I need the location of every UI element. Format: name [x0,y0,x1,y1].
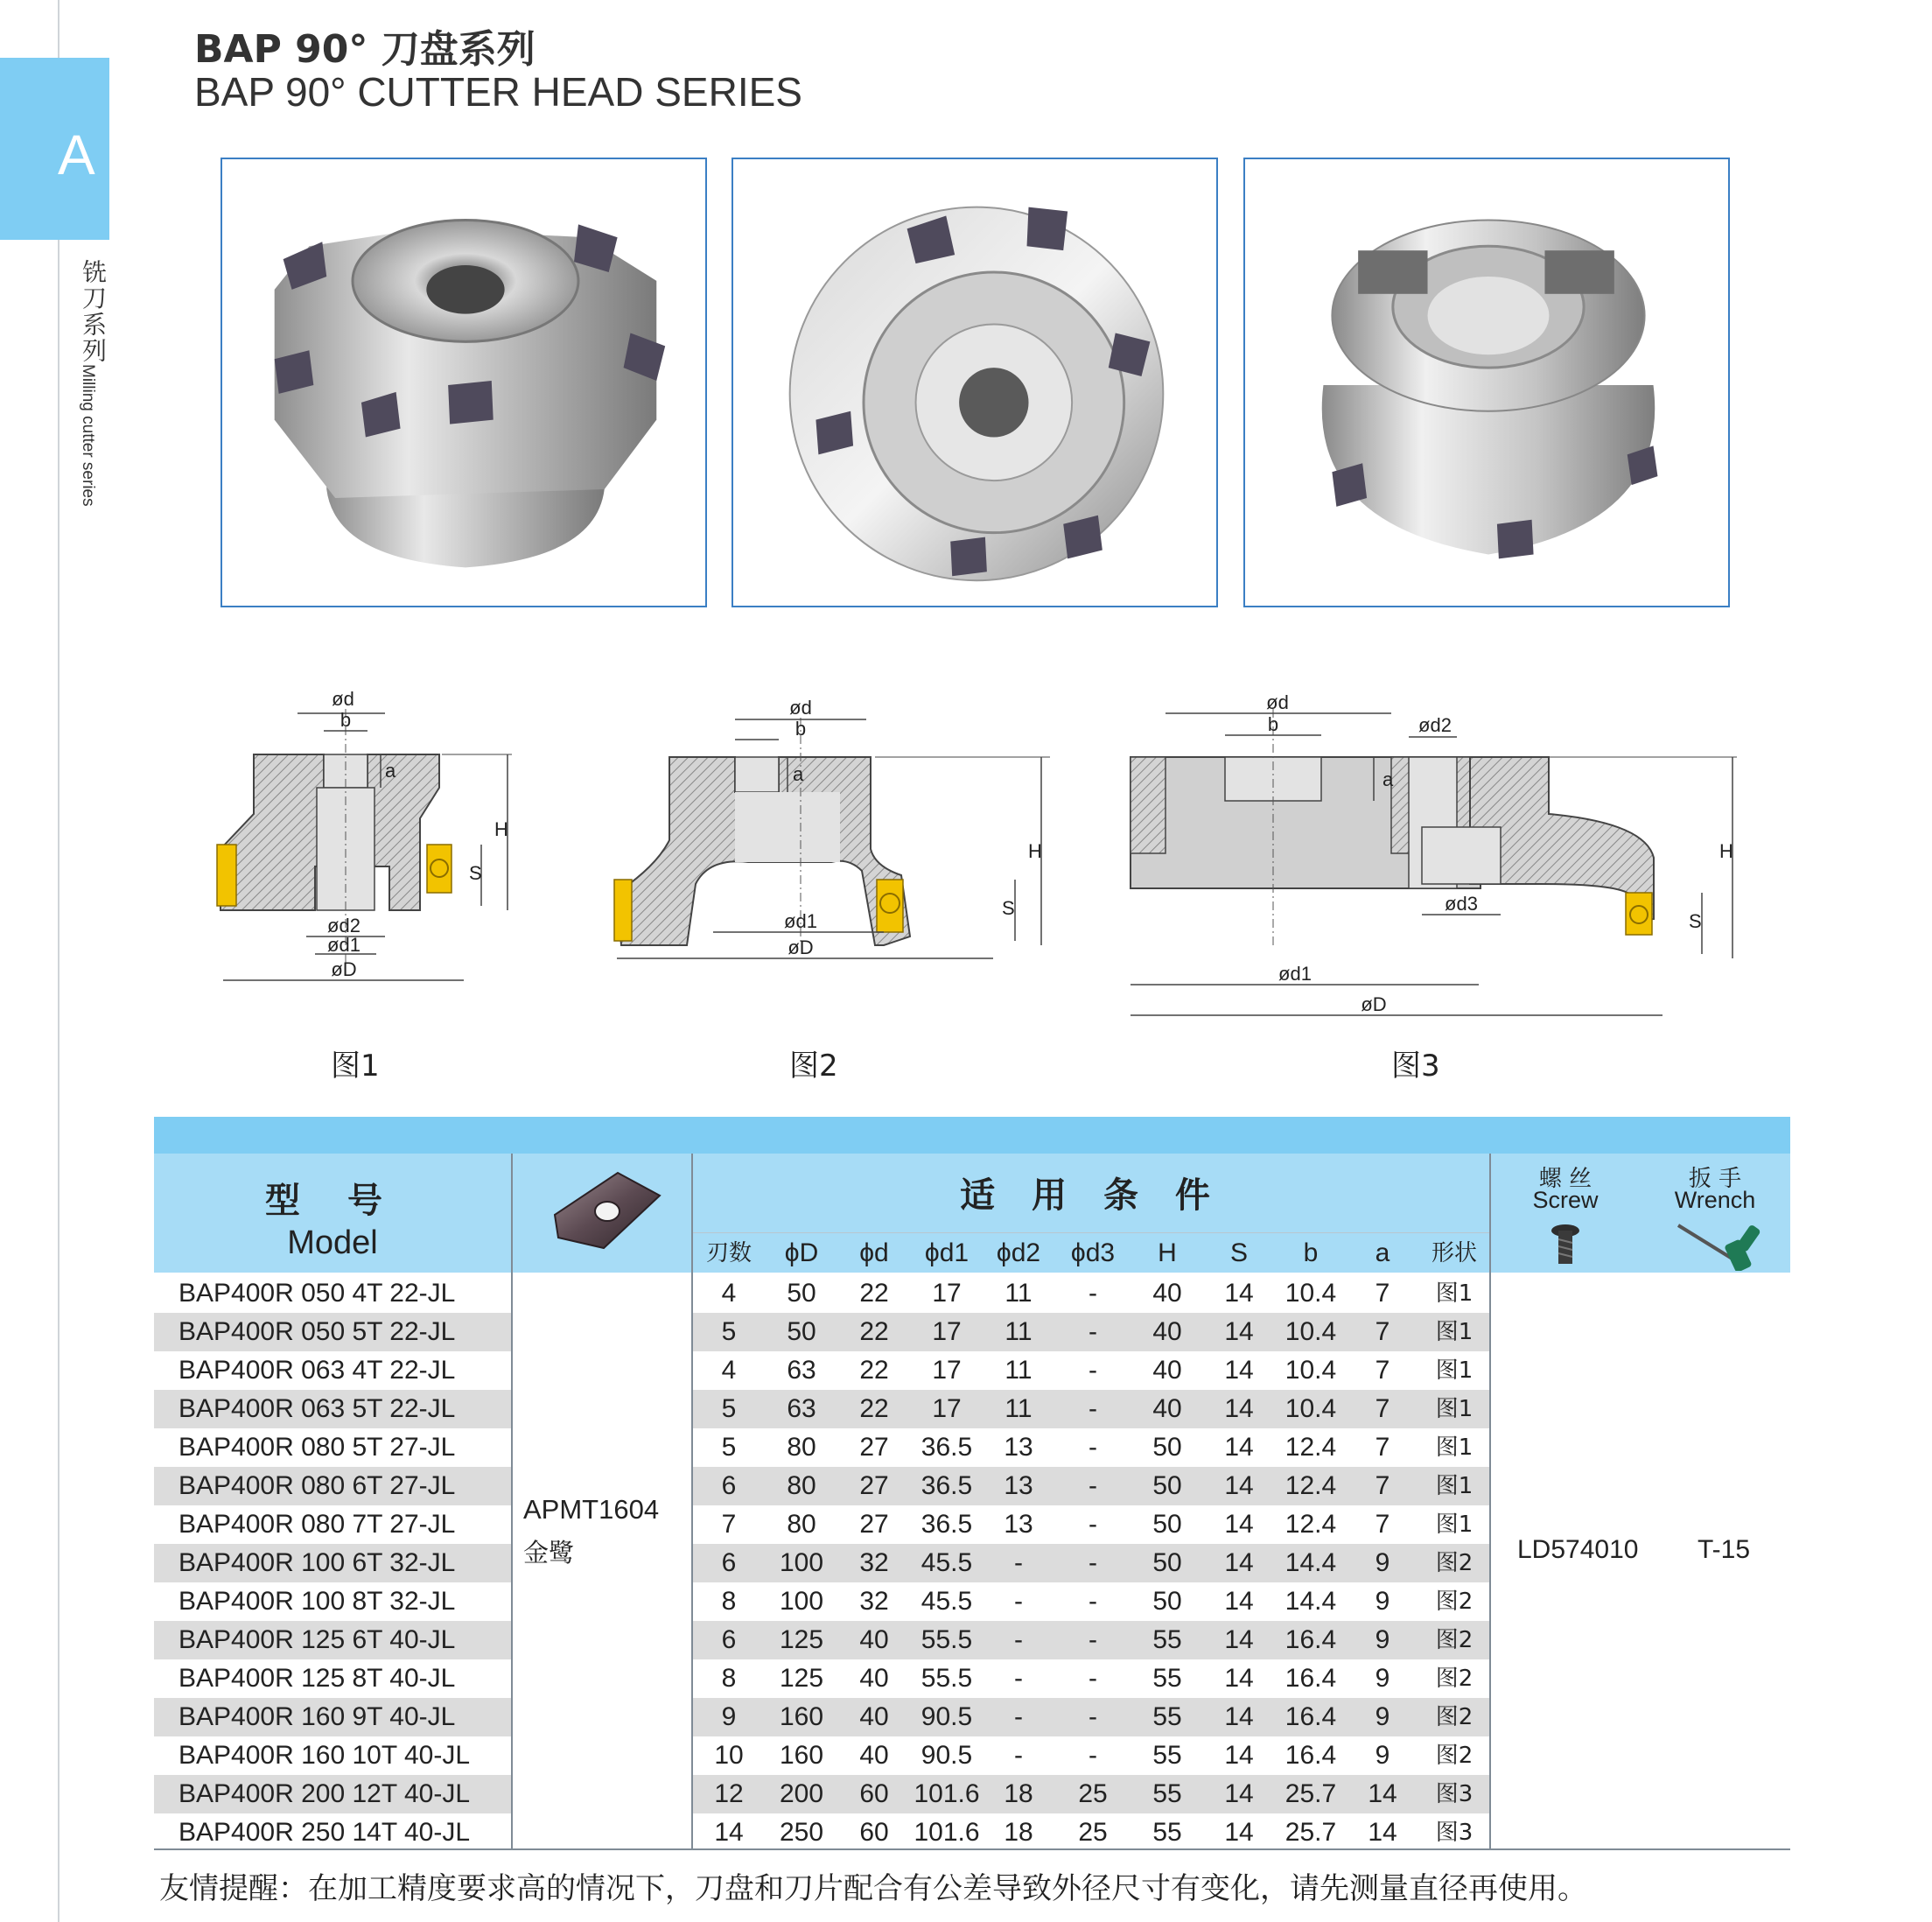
value-cell: 125 [779,1625,824,1654]
value-cell: 200 [779,1779,824,1808]
value-cell: 60 [859,1779,889,1808]
value-cell: - [1088,1433,1097,1462]
table-row [154,1813,1790,1852]
value-cell: 14 [1224,1433,1254,1462]
figure-label-2: 图2 [789,1049,838,1084]
value-cell: 11 [1004,1356,1032,1385]
wrench-value: T-15 [1698,1535,1751,1564]
value-cell: 32 [859,1548,889,1577]
value-cell: 10.4 [1284,1317,1337,1346]
value-cell: 125 [779,1664,824,1693]
value-cell: 10.4 [1284,1279,1337,1308]
fig2-b: b [794,718,807,740]
value-cell: 14 [1224,1779,1254,1808]
vertical-category-en: Milling cutter series [79,364,97,507]
model-cell: BAP400R 250 14T 40-JL [178,1818,471,1847]
value-cell: 22 [859,1394,889,1423]
fig1-od1: ød1 [327,934,360,956]
shape-cell: 图2 [1435,1743,1474,1769]
col-S: S [1229,1238,1248,1267]
value-cell: 90.5 [920,1741,973,1770]
value-cell: 16.4 [1284,1741,1337,1770]
product-photo-1 [220,158,707,607]
value-cell: 25.7 [1284,1818,1337,1847]
shape-cell: 图1 [1435,1357,1474,1384]
value-cell: 14 [1224,1587,1254,1616]
table-row [154,1390,1790,1428]
value-cell: - [1088,1510,1097,1539]
value-cell: 9 [721,1702,737,1731]
value-cell: 14 [714,1818,744,1847]
table-row [154,1351,1790,1390]
value-cell: 18 [1004,1779,1033,1808]
model-header [154,1154,511,1273]
value-cell: 14 [1224,1356,1254,1385]
model-cell: BAP400R 160 10T 40-JL [178,1741,471,1770]
value-cell: 25.7 [1284,1779,1337,1808]
screw-header-cn: 螺 丝 [1538,1166,1592,1192]
value-cell: 4 [721,1279,737,1308]
insert-header [513,1154,691,1273]
value-cell: 55 [1152,1625,1182,1654]
value-cell: 14 [1224,1818,1254,1847]
value-cell: 50 [1152,1510,1182,1539]
fig3-b: b [1267,713,1279,735]
value-cell: 12.4 [1284,1433,1337,1462]
col-d: ϕd [859,1238,889,1267]
value-cell: 12.4 [1284,1471,1337,1500]
shape-cell: 图1 [1435,1473,1474,1499]
fig2-od1: ød1 [784,910,817,932]
value-cell: 22 [859,1356,889,1385]
value-cell: - [1088,1317,1097,1346]
value-cell: 6 [721,1471,737,1500]
value-cell: 63 [787,1394,816,1423]
value-cell: 80 [787,1433,816,1462]
fig1-a: a [385,760,396,782]
fig3-s: S [1689,910,1702,932]
value-cell: 50 [1152,1548,1182,1577]
value-cell: 50 [787,1317,816,1346]
value-cell: 55 [1152,1818,1182,1847]
fig3-od: ød [1266,691,1289,713]
value-cell: - [1088,1471,1097,1500]
insert-name: APMT1604 [523,1494,660,1525]
value-cell: 25 [1078,1779,1108,1808]
table-row [154,1698,1790,1736]
fig1-s: S [469,862,482,884]
value-cell: 8 [721,1587,737,1616]
value-cell: 36.5 [920,1471,973,1500]
value-cell: 14.4 [1284,1587,1337,1616]
value-cell: 14 [1368,1779,1397,1808]
value-cell: 25 [1078,1818,1108,1847]
value-cell: 17 [932,1356,962,1385]
value-cell: 13 [1004,1510,1033,1539]
value-cell: 16.4 [1284,1625,1337,1654]
value-cell: 50 [1152,1587,1182,1616]
model-cell: BAP400R 125 8T 40-JL [178,1664,456,1693]
model-cell: BAP400R 080 5T 27-JL [178,1433,456,1462]
value-cell: - [1014,1548,1023,1577]
shape-cell: 图2 [1435,1627,1474,1653]
value-cell: 5 [721,1394,737,1423]
value-cell: 45.5 [920,1548,973,1577]
shape-cell: 图1 [1435,1319,1474,1345]
value-cell: - [1014,1625,1023,1654]
value-cell: 250 [779,1818,824,1847]
value-cell: 10.4 [1284,1394,1337,1423]
value-cell: 27 [859,1510,889,1539]
value-cell: 7 [1375,1433,1390,1462]
value-cell: - [1014,1664,1023,1693]
value-cell: 160 [779,1702,824,1731]
value-cell: 55 [1152,1741,1182,1770]
value-cell: 27 [859,1433,889,1462]
value-cell: 14 [1224,1702,1254,1731]
model-cell: BAP400R 200 12T 40-JL [178,1779,471,1808]
value-cell: 32 [859,1587,889,1616]
col-H: H [1158,1238,1177,1267]
value-cell: 5 [721,1317,737,1346]
value-cell: 7 [1375,1471,1390,1500]
value-cell: - [1088,1741,1097,1770]
value-cell: 14 [1224,1664,1254,1693]
insert-brand: 金鹭 [523,1538,575,1568]
col-d3: ϕd3 [1070,1238,1116,1267]
value-cell: 36.5 [920,1433,973,1462]
value-cell: 8 [721,1664,737,1693]
value-cell: 7 [1375,1356,1390,1385]
value-cell: - [1014,1702,1023,1731]
value-cell: 13 [1004,1433,1033,1462]
shape-cell: 图1 [1435,1280,1474,1307]
value-cell: 9 [1375,1548,1390,1577]
table-row [154,1621,1790,1659]
value-cell: 90.5 [920,1702,973,1731]
value-cell: 9 [1375,1741,1390,1770]
table-row [154,1428,1790,1467]
grid-line [1489,1154,1491,1850]
value-cell: 17 [932,1279,962,1308]
value-cell: 7 [1375,1317,1390,1346]
fig1-od2: ød2 [327,915,360,936]
value-cell: 14.4 [1284,1548,1337,1577]
model-header-cn: 型 号 [265,1181,400,1221]
value-cell: 10.4 [1284,1356,1337,1385]
fig3-h: H [1719,840,1733,862]
value-cell: 80 [787,1471,816,1500]
fig3-oD: øD [1361,993,1387,1015]
col-a: a [1375,1238,1390,1267]
value-cell: 40 [1152,1394,1182,1423]
value-cell: 100 [779,1587,824,1616]
model-cell: BAP400R 050 4T 22-JL [178,1279,456,1308]
value-cell: 11 [1004,1279,1032,1308]
value-cell: 22 [859,1279,889,1308]
value-cell: 14 [1368,1818,1397,1847]
value-cell: 14 [1224,1548,1254,1577]
table-row [154,1274,1790,1313]
fig3-od2: ød2 [1418,714,1452,736]
figure-label-1: 图1 [331,1049,380,1084]
grid-line [691,1154,693,1850]
model-cell: BAP400R 125 6T 40-JL [178,1625,456,1654]
column-header-row [693,1234,1489,1273]
value-cell: 18 [1004,1818,1033,1847]
value-cell: 6 [721,1625,737,1654]
value-cell: - [1088,1587,1097,1616]
value-cell: - [1014,1587,1023,1616]
product-photo-3 [1243,158,1730,607]
model-cell: BAP400R 063 4T 22-JL [178,1356,456,1385]
value-cell: 45.5 [920,1587,973,1616]
fig2-h: H [1028,840,1042,862]
screw-header-en: Screw [1532,1187,1599,1213]
screw-icon [1548,1224,1583,1267]
model-cell: BAP400R 100 8T 32-JL [178,1587,456,1616]
shape-cell: 图2 [1435,1589,1474,1615]
value-cell: 100 [779,1548,824,1577]
value-cell: 55 [1152,1664,1182,1693]
header-divider [693,1232,1489,1233]
value-cell: - [1088,1702,1097,1731]
value-cell: 14 [1224,1471,1254,1500]
table-bottom-line [154,1848,1790,1850]
vertical-category-cn: 铣刀系列 [79,259,108,364]
value-cell: 40 [1152,1356,1182,1385]
value-cell: 50 [1152,1433,1182,1462]
value-cell: 7 [1375,1279,1390,1308]
model-cell: BAP400R 160 9T 40-JL [178,1702,456,1731]
value-cell: 7 [1375,1394,1390,1423]
wrench-header-cn: 扳 手 [1688,1166,1742,1192]
model-cell: BAP400R 080 6T 27-JL [178,1471,456,1500]
value-cell: 160 [779,1741,824,1770]
value-cell: 40 [859,1741,889,1770]
screw-value: LD574010 [1517,1535,1639,1564]
value-cell: 17 [932,1317,962,1346]
table-row [154,1659,1790,1698]
value-cell: 7 [1375,1510,1390,1539]
drawing-fig2 [604,683,1059,980]
value-cell: 40 [859,1664,889,1693]
fig2-s: S [1002,897,1015,919]
value-cell: - [1088,1664,1097,1693]
shape-cell: 图2 [1435,1704,1474,1730]
value-cell: 5 [721,1433,737,1462]
value-cell: 101.6 [914,1779,980,1808]
grid-line [511,1154,513,1850]
fig3-od1: ød1 [1278,963,1312,985]
section-letter: A [58,123,95,186]
value-cell: - [1088,1394,1097,1423]
value-cell: 6 [721,1548,737,1577]
value-cell: 50 [787,1279,816,1308]
shape-cell: 图3 [1435,1781,1474,1807]
value-cell: 9 [1375,1587,1390,1616]
fig1-oD: øD [331,958,357,980]
shape-cell: 图2 [1435,1666,1474,1692]
drawing-fig3 [1120,674,1750,1024]
value-cell: 16.4 [1284,1664,1337,1693]
drawing-fig1 [210,674,542,998]
value-cell: 14 [1224,1394,1254,1423]
accessories-header [1491,1154,1790,1273]
value-cell: 13 [1004,1471,1033,1500]
value-cell: 7 [721,1510,737,1539]
value-cell: 10 [714,1741,744,1770]
value-cell: 40 [1152,1279,1182,1308]
shape-cell: 图2 [1435,1550,1474,1576]
fig2-od: ød [789,697,812,719]
shape-cell: 图1 [1435,1512,1474,1538]
table-row [154,1467,1790,1505]
value-cell: 27 [859,1471,889,1500]
value-cell: 9 [1375,1702,1390,1731]
value-cell: 40 [859,1625,889,1654]
shape-cell: 图3 [1435,1820,1474,1846]
value-cell: 9 [1375,1664,1390,1693]
col-teeth: 刃数 [705,1240,752,1266]
table-row [154,1736,1790,1775]
shape-cell: 图1 [1435,1396,1474,1422]
value-cell: 4 [721,1356,737,1385]
table-row [154,1775,1790,1813]
fig2-a: a [793,763,804,785]
value-cell: - [1088,1548,1097,1577]
value-cell: 55 [1152,1702,1182,1731]
figure-label-3: 图3 [1391,1049,1440,1084]
side-rule [58,0,60,1922]
value-cell: - [1088,1625,1097,1654]
value-cell: 22 [859,1317,889,1346]
model-cell: BAP400R 063 5T 22-JL [178,1394,456,1423]
value-cell: 11 [1004,1317,1032,1346]
product-photo-2 [732,158,1218,607]
model-header-en: Model [287,1224,378,1261]
value-cell: 55.5 [920,1625,973,1654]
value-cell: 11 [1004,1394,1032,1423]
value-cell: 12.4 [1284,1510,1337,1539]
value-cell: 80 [787,1510,816,1539]
col-b: b [1303,1238,1319,1267]
value-cell: 55.5 [920,1664,973,1693]
value-cell: 17 [932,1394,962,1423]
value-cell: 36.5 [920,1510,973,1539]
value-cell: 50 [1152,1471,1182,1500]
table-row [154,1313,1790,1351]
col-d1: ϕd1 [924,1238,970,1267]
value-cell: 14 [1224,1741,1254,1770]
col-d2: ϕd2 [996,1238,1041,1267]
fig1-od: ød [332,688,354,710]
wrench-header-en: Wrench [1674,1187,1756,1213]
value-cell: - [1088,1279,1097,1308]
value-cell: 101.6 [914,1818,980,1847]
value-cell: - [1088,1356,1097,1385]
value-cell: 63 [787,1356,816,1385]
value-cell: 12 [714,1779,744,1808]
value-cell: - [1014,1741,1023,1770]
table-row [154,1582,1790,1621]
fig1-b: b [340,709,352,731]
value-cell: 55 [1152,1779,1182,1808]
model-cell: BAP400R 080 7T 27-JL [178,1510,456,1539]
value-cell: 40 [859,1702,889,1731]
value-cell: 9 [1375,1625,1390,1654]
table-top-bar [154,1117,1790,1154]
fig2-oD: øD [788,936,814,958]
usage-note: 友情提醒：在加工精度要求高的情况下，刀盘和刀片配合有公差导致外径尺寸有变化，请先测量直径再使用。 [159,1871,1587,1906]
value-cell: 14 [1224,1625,1254,1654]
col-shape: 形状 [1431,1240,1477,1266]
value-cell: 14 [1224,1279,1254,1308]
shape-cell: 图1 [1435,1434,1474,1461]
fig3-a: a [1382,768,1394,790]
page-title-en: BAP 90° CUTTER HEAD SERIES [194,69,802,115]
conditions-title: 适 用 条 件 [960,1175,1222,1216]
wrench-icon [1675,1220,1771,1271]
value-cell: 16.4 [1284,1702,1337,1731]
fig1-h: H [494,818,508,840]
value-cell: 40 [1152,1317,1182,1346]
model-cell: BAP400R 050 5T 22-JL [178,1317,456,1346]
value-cell: 14 [1224,1510,1254,1539]
value-cell: 60 [859,1818,889,1847]
value-cell: 14 [1224,1317,1254,1346]
model-cell: BAP400R 100 6T 32-JL [178,1548,456,1577]
insert-icon [513,1154,691,1273]
fig3-od3: ød3 [1445,893,1478,915]
page-title-cn: BAP 90° 刀盘系列 [194,27,536,72]
col-D: ϕD [784,1238,819,1267]
